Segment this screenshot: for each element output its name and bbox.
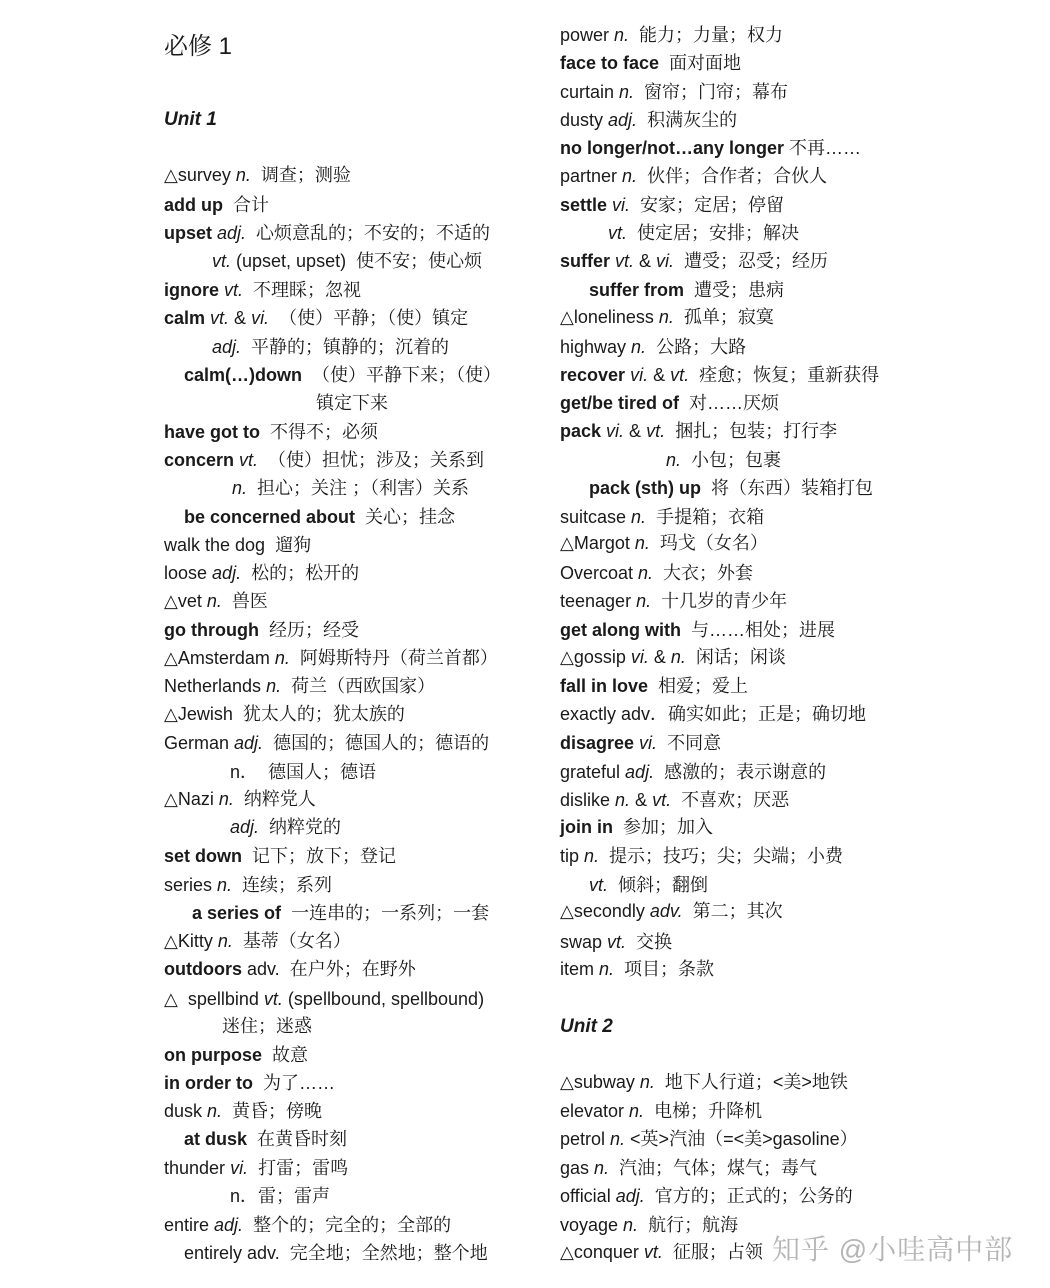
vocab-text: （使）平静；（使）镇定 bbox=[269, 308, 469, 328]
vocab-text: 担心；关注 ；（利害）关系 bbox=[247, 478, 470, 498]
vocab-text: 伙伴；合作者；合伙人 bbox=[637, 166, 828, 186]
vocab-text: 积满灰尘的 bbox=[637, 110, 738, 130]
vocab-line bbox=[164, 845, 396, 867]
vocab-text: (spellbound, spellbound) bbox=[282, 989, 485, 1009]
vocab-text: 故意 bbox=[262, 1045, 309, 1065]
vocab-line bbox=[230, 761, 376, 783]
vocab-line bbox=[164, 279, 361, 301]
vocab-text: n. bbox=[615, 790, 631, 810]
vocab-line bbox=[212, 250, 482, 272]
vocab-line bbox=[560, 1185, 853, 1207]
vocab-text: thunder bbox=[164, 1158, 231, 1178]
vocab-text: calm(…)down bbox=[184, 365, 303, 385]
vocab-line bbox=[589, 874, 708, 896]
vocab-text: 阿姆斯特丹（荷兰首都） bbox=[289, 648, 498, 668]
vocab-line bbox=[164, 33, 233, 60]
vocab-line bbox=[164, 1072, 335, 1094]
vocab-text: 兽医 bbox=[221, 591, 268, 611]
vocab-text: disagree bbox=[560, 733, 635, 753]
vocab-text: 使定居；安排；解决 bbox=[627, 223, 800, 243]
vocab-text: 不喜欢；厌恶 bbox=[671, 790, 790, 810]
vocab-line bbox=[184, 1242, 488, 1264]
vocab-text: 汽油；气体；煤气；毒气 bbox=[609, 1158, 818, 1178]
vocab-text: n. bbox=[207, 1101, 223, 1121]
vocab-text: pack (sth) up bbox=[589, 478, 702, 498]
watermark: 知乎 @小哇高中部 bbox=[772, 1234, 1014, 1265]
vocab-text: adj. bbox=[214, 1215, 244, 1235]
vocab-text: 第二；其次 bbox=[682, 901, 783, 921]
vocab-text: & bbox=[648, 647, 671, 667]
vocab-text: vt. bbox=[589, 875, 609, 895]
vocab-text: Overcoat bbox=[560, 563, 639, 583]
vocab-text: △gossip bbox=[560, 647, 631, 667]
vocab-text: vt. bbox=[610, 251, 635, 271]
vocab-text: （使）平静下来；（使） bbox=[302, 365, 502, 385]
vocab-line bbox=[560, 619, 835, 641]
vocab-line bbox=[184, 364, 501, 386]
vocab-text: 镇定下来 bbox=[316, 393, 388, 413]
vocab-text: vt. bbox=[263, 989, 283, 1009]
vocab-text: 整个的；完全的；全部的 bbox=[243, 1215, 452, 1235]
vocab-text: adv. 在户外；在野外 bbox=[242, 959, 416, 979]
vocab-text: get along with bbox=[560, 620, 681, 640]
vocab-text: elevator bbox=[560, 1101, 630, 1121]
vocab-text: 基蒂（女名） bbox=[232, 931, 351, 951]
vocab-text: adj. bbox=[212, 563, 242, 583]
vocab-line bbox=[164, 534, 311, 556]
vocab-text: at dusk bbox=[184, 1129, 248, 1149]
vocab-text: vt. bbox=[607, 932, 627, 952]
vocab-text: be concerned about bbox=[184, 507, 356, 527]
vocab-text: pack bbox=[560, 421, 602, 441]
vocab-line bbox=[666, 449, 781, 471]
vocab-line bbox=[560, 336, 746, 358]
vocab-text: 闲话；闲谈 bbox=[685, 647, 786, 667]
vocab-line bbox=[560, 958, 714, 980]
vocab-line bbox=[316, 392, 388, 414]
vocab-text: 经历；经受 bbox=[258, 620, 359, 640]
vocab-text: n. bbox=[217, 875, 233, 895]
vocab-text: vt. bbox=[646, 421, 666, 441]
vocab-text: 一连串的；一系列；一套 bbox=[281, 903, 490, 923]
vocab-text: △Jewish 犹太人的；犹太族的 bbox=[164, 704, 405, 724]
vocab-line bbox=[164, 449, 484, 471]
vocab-text: n. bbox=[622, 166, 638, 186]
vocab-text: 心烦意乱的；不安的；不适的 bbox=[246, 223, 491, 243]
vocab-text: adj. bbox=[212, 223, 247, 243]
vocab-line bbox=[589, 477, 873, 499]
vocab-text: vt. bbox=[608, 223, 628, 243]
vocab-line bbox=[560, 52, 741, 74]
vocab-text: 遭受；忍受；经历 bbox=[674, 251, 829, 271]
vocab-text: 对……厌烦 bbox=[679, 393, 780, 413]
vocab-text: walk the dog 遛狗 bbox=[164, 535, 312, 555]
vocab-text: n. bbox=[634, 533, 650, 553]
vocab-line bbox=[232, 477, 469, 499]
vocab-line bbox=[560, 392, 779, 414]
vocab-text: power bbox=[560, 25, 615, 45]
vocab-text: series bbox=[164, 875, 218, 895]
vocab-text: △vet bbox=[164, 591, 207, 611]
vocab-text: partner bbox=[560, 166, 623, 186]
vocab-text: <英>汽油（=<美>gasoline） bbox=[625, 1129, 858, 1149]
vocab-text: △conquer bbox=[560, 1242, 644, 1262]
vocab-line bbox=[560, 420, 837, 442]
vocab-line bbox=[164, 1044, 308, 1066]
vocab-text: go through bbox=[164, 620, 259, 640]
vocab-text: 官方的；正式的；公务的 bbox=[644, 1186, 853, 1206]
vocab-line bbox=[560, 165, 827, 187]
vocab-text: vt. bbox=[219, 280, 244, 300]
vocab-text: 孤单；寂寞 bbox=[673, 307, 774, 327]
vocab-text: in order to bbox=[164, 1073, 253, 1093]
vocab-line bbox=[560, 931, 672, 953]
vocab-text: calm bbox=[164, 308, 206, 328]
vocab-text: n．雷；雷声 bbox=[230, 1186, 331, 1206]
vocab-text: △Kitty bbox=[164, 931, 218, 951]
vocab-text: get/be tired of bbox=[560, 393, 680, 413]
vocab-text: exactly adv．确实如此；正是；确切地 bbox=[560, 704, 867, 724]
vocab-text: n. bbox=[629, 1101, 645, 1121]
vocab-text: n. bbox=[631, 507, 647, 527]
vocab-text: n. bbox=[670, 647, 686, 667]
vocab-text: 倾斜；翻倒 bbox=[608, 875, 709, 895]
vocab-line bbox=[560, 250, 828, 272]
vocab-line bbox=[230, 1185, 330, 1207]
vocab-text: 松的；松开的 bbox=[241, 563, 360, 583]
vocab-text: have got to bbox=[164, 422, 261, 442]
vocab-line bbox=[164, 988, 484, 1010]
vocab-text: 在黄昏时刻 bbox=[247, 1129, 348, 1149]
vocab-text: & bbox=[634, 251, 657, 271]
vocab-text: settle bbox=[560, 195, 608, 215]
vocab-text: dislike bbox=[560, 790, 616, 810]
vocab-line bbox=[560, 1157, 817, 1179]
vocab-text: join in bbox=[560, 817, 613, 837]
vocab-text: （使）担忧；涉及；关系到 bbox=[258, 450, 485, 470]
vocab-text: on purpose bbox=[164, 1045, 262, 1065]
vocab-text: entire bbox=[164, 1215, 215, 1235]
vocab-text: official bbox=[560, 1186, 616, 1206]
vocab-text: suffer bbox=[560, 251, 611, 271]
vocab-text: voyage bbox=[560, 1215, 624, 1235]
vocab-text: petrol bbox=[560, 1129, 611, 1149]
vocab-text: n. bbox=[639, 1072, 655, 1092]
vocab-line bbox=[560, 1071, 848, 1093]
vocab-line bbox=[560, 675, 748, 697]
vocab-text: adj. bbox=[234, 733, 264, 753]
vocab-text: vi. bbox=[230, 1158, 249, 1178]
vocab-text: n. bbox=[631, 337, 647, 357]
vocab-text: vt. bbox=[670, 365, 690, 385]
vocab-text: 提示；技巧；尖；尖端；小费 bbox=[599, 846, 844, 866]
vocab-text: 关心；挂念 bbox=[355, 507, 456, 527]
vocab-text: 参加；加入 bbox=[613, 817, 714, 837]
vocab-line bbox=[560, 732, 721, 754]
vocab-line bbox=[192, 902, 489, 924]
vocab-text: curtain bbox=[560, 82, 620, 102]
vocab-text: 安家；定居；停留 bbox=[630, 195, 785, 215]
vocab-text: 窗帘；门帘；幕布 bbox=[634, 82, 789, 102]
vocab-line bbox=[164, 194, 269, 216]
vocab-text: vt. bbox=[652, 790, 672, 810]
vocab-text: no longer/not…any longer bbox=[560, 138, 784, 158]
vocab-text: vi. bbox=[601, 421, 625, 441]
vocab-text: a series of bbox=[192, 903, 282, 923]
vocab-line bbox=[560, 109, 737, 131]
vocab-text: & bbox=[630, 790, 653, 810]
vocab-line bbox=[164, 1100, 322, 1122]
vocab-line bbox=[164, 164, 351, 186]
vocab-text: & bbox=[648, 365, 671, 385]
vocab-text: 航行；航海 bbox=[638, 1215, 739, 1235]
vocab-text: vi. bbox=[625, 365, 649, 385]
vocab-line bbox=[560, 81, 788, 103]
vocab-text: 感激的；表示谢意的 bbox=[654, 762, 827, 782]
vocab-text: adj. bbox=[608, 110, 638, 130]
vocab-text: 相爱；爱上 bbox=[648, 676, 749, 696]
vocab-text: 迷住；迷惑 bbox=[222, 1016, 312, 1036]
vocab-text: △Margot bbox=[560, 533, 635, 553]
vocab-text: n. bbox=[636, 591, 652, 611]
vocab-line bbox=[164, 619, 359, 641]
vocab-text: highway bbox=[560, 337, 632, 357]
vocab-text: 必修 1 bbox=[164, 33, 233, 60]
vocab-text: loose bbox=[164, 563, 213, 583]
vocab-text: suitcase bbox=[560, 507, 632, 527]
vocab-text: set down bbox=[164, 846, 243, 866]
vocab-line bbox=[164, 930, 351, 952]
vocab-text: 小包；包裹 bbox=[681, 450, 782, 470]
vocab-text: 大衣；外套 bbox=[653, 563, 754, 583]
vocab-text: n. bbox=[658, 307, 674, 327]
vocab-line bbox=[560, 845, 843, 867]
vocab-text: concern bbox=[164, 450, 235, 470]
vocab-line bbox=[560, 532, 768, 554]
vocab-text: 手提箱；衣箱 bbox=[646, 507, 765, 527]
vocab-text: German bbox=[164, 733, 235, 753]
vocab-text: △ spellbind bbox=[164, 989, 264, 1009]
vocab-text: vt. bbox=[212, 251, 232, 271]
vocab-line bbox=[164, 307, 468, 329]
vocab-line bbox=[164, 108, 217, 130]
vocab-text: add up bbox=[164, 195, 223, 215]
vocab-text: face to face bbox=[560, 53, 660, 73]
vocab-line bbox=[164, 222, 490, 244]
vocab-line bbox=[164, 675, 435, 697]
vocab-line bbox=[560, 194, 784, 216]
vocab-text: 记下；放下；登记 bbox=[242, 846, 397, 866]
vocab-text: n. bbox=[274, 648, 290, 668]
vocab-line bbox=[560, 24, 783, 46]
vocab-line bbox=[164, 647, 498, 669]
vocab-text: 德国的；德国人的；德语的 bbox=[263, 733, 490, 753]
vocab-text: 纳粹党的 bbox=[259, 817, 342, 837]
vocab-text: n. bbox=[599, 959, 615, 979]
vocab-text: Unit 2 bbox=[560, 1016, 613, 1037]
vocab-text: grateful bbox=[560, 762, 626, 782]
vocab-text: 玛戈（女名） bbox=[649, 533, 768, 553]
vocab-line bbox=[560, 137, 861, 159]
vocab-line bbox=[560, 1241, 763, 1263]
vocab-text: n. bbox=[266, 676, 282, 696]
vocab-text: (upset, upset) 使不安；使心烦 bbox=[231, 251, 483, 271]
vocab-text: vt. bbox=[205, 308, 230, 328]
vocab-line bbox=[560, 900, 783, 922]
vocab-line bbox=[608, 222, 799, 244]
vocab-line bbox=[560, 1015, 613, 1037]
vocab-line bbox=[164, 703, 405, 725]
vocab-text: n. bbox=[584, 846, 600, 866]
vocab-line bbox=[164, 562, 359, 584]
vocab-text: 电梯；升降机 bbox=[644, 1101, 763, 1121]
vocab-text: 不得不；必须 bbox=[260, 422, 379, 442]
vocab-text: n. bbox=[206, 591, 222, 611]
vocab-text: item bbox=[560, 959, 600, 979]
vocab-text: n. bbox=[232, 478, 248, 498]
vocab-text: vi. bbox=[634, 733, 658, 753]
vocab-line bbox=[560, 761, 826, 783]
vocab-text: 荷兰（西欧国家） bbox=[281, 676, 436, 696]
vocab-line bbox=[560, 1100, 762, 1122]
vocab-text: tip bbox=[560, 846, 585, 866]
vocab-text: vt. bbox=[234, 450, 259, 470]
vocab-text: 能力；力量；权力 bbox=[629, 25, 784, 45]
vocab-text: 捆扎；包装；打行李 bbox=[665, 421, 838, 441]
vocab-text: adj. bbox=[625, 762, 655, 782]
vocab-text: 征服；占领 bbox=[662, 1242, 763, 1262]
vocab-text: n. bbox=[235, 165, 251, 185]
vocab-text: vi. bbox=[607, 195, 631, 215]
vocab-text: 平静的；镇静的；沉着的 bbox=[241, 337, 450, 357]
vocab-line bbox=[164, 732, 489, 754]
vocab-text: 面对面地 bbox=[659, 53, 742, 73]
vocab-line bbox=[164, 1214, 451, 1236]
vocab-text: adj. bbox=[615, 1186, 645, 1206]
vocab-line bbox=[560, 703, 866, 725]
vocab-line bbox=[184, 506, 455, 528]
vocab-text: adv. bbox=[649, 901, 683, 921]
vocab-text: & bbox=[229, 308, 252, 328]
vocab-text: n. bbox=[666, 450, 682, 470]
vocab-text: dusk bbox=[164, 1101, 208, 1121]
vocab-line bbox=[560, 816, 713, 838]
vocab-text: 连续；系列 bbox=[232, 875, 333, 895]
vocab-line bbox=[560, 562, 753, 584]
vocab-text: 不再…… bbox=[784, 138, 862, 158]
vocab-text: 纳粹党人 bbox=[233, 789, 316, 809]
vocab-text: outdoors bbox=[164, 959, 242, 979]
vocab-line bbox=[560, 1128, 858, 1150]
vocab-text: upset bbox=[164, 223, 213, 243]
vocab-text: Netherlands bbox=[164, 676, 267, 696]
vocab-line bbox=[589, 279, 784, 301]
vocab-text: recover bbox=[560, 365, 626, 385]
vocab-text: suffer from bbox=[589, 280, 685, 300]
vocab-text: △subway bbox=[560, 1072, 640, 1092]
vocab-text: gas bbox=[560, 1158, 595, 1178]
vocab-text: 交换 bbox=[626, 932, 673, 952]
vocab-line bbox=[560, 364, 879, 386]
vocab-text: 项目；条款 bbox=[614, 959, 715, 979]
vocab-line bbox=[560, 590, 787, 612]
vocab-text: △survey bbox=[164, 165, 236, 185]
vocab-text: vt. bbox=[643, 1242, 663, 1262]
vocab-text: 调查；测验 bbox=[250, 165, 351, 185]
vocab-text: △Amsterdam bbox=[164, 648, 275, 668]
vocab-text: 不同意 bbox=[657, 733, 722, 753]
vocab-text: 为了…… bbox=[253, 1073, 336, 1093]
vocab-text: adj. bbox=[230, 817, 260, 837]
vocab-text: n. bbox=[619, 82, 635, 102]
vocab-line bbox=[222, 1015, 312, 1037]
vocab-text: & bbox=[624, 421, 647, 441]
vocab-line bbox=[164, 958, 416, 980]
vocab-text: n． 德国人；德语 bbox=[230, 762, 377, 782]
vocab-text: n. bbox=[638, 563, 654, 583]
vocab-line bbox=[164, 1157, 348, 1179]
vocab-text: Unit 1 bbox=[164, 109, 217, 130]
vocab-text: n. bbox=[218, 789, 234, 809]
vocab-line bbox=[230, 816, 341, 838]
vocab-text: 十几岁的青少年 bbox=[651, 591, 788, 611]
vocab-text: △Nazi bbox=[164, 789, 219, 809]
vocab-text: vi. bbox=[251, 308, 270, 328]
vocab-text: dusty bbox=[560, 110, 609, 130]
vocab-line bbox=[560, 789, 789, 811]
vocab-text: 痊愈；恢复；重新获得 bbox=[689, 365, 880, 385]
vocab-text: 打雷；雷鸣 bbox=[248, 1158, 349, 1178]
vocab-text: 地下人行道；<美>地铁 bbox=[654, 1072, 848, 1092]
vocab-text: teenager bbox=[560, 591, 637, 611]
vocab-text: 合计 bbox=[223, 195, 270, 215]
vocab-text: n. bbox=[610, 1129, 626, 1149]
vocab-text: 遭受；患病 bbox=[684, 280, 785, 300]
vocab-text: fall in love bbox=[560, 676, 649, 696]
vocab-text: vi. bbox=[656, 251, 675, 271]
vocab-text: △loneliness bbox=[560, 307, 659, 327]
vocab-text: △secondly bbox=[560, 901, 650, 921]
vocab-line bbox=[560, 646, 786, 668]
vocab-text: vi. bbox=[630, 647, 649, 667]
vocab-line bbox=[164, 788, 316, 810]
vocab-line bbox=[212, 336, 449, 358]
vocab-line bbox=[164, 590, 268, 612]
vocab-text: n. bbox=[594, 1158, 610, 1178]
vocab-line bbox=[184, 1128, 347, 1150]
vocab-line bbox=[560, 506, 764, 528]
vocab-text: 与……相处；进展 bbox=[681, 620, 836, 640]
vocab-text: 公路；大路 bbox=[646, 337, 747, 357]
vocab-text: 将（东西）装箱打包 bbox=[701, 478, 874, 498]
vocab-line bbox=[560, 306, 774, 328]
vocab-text: ignore bbox=[164, 280, 220, 300]
vocab-text: n. bbox=[614, 25, 630, 45]
vocab-text: n. bbox=[217, 931, 233, 951]
vocab-text: 黄昏；傍晚 bbox=[222, 1101, 323, 1121]
vocab-line bbox=[164, 874, 332, 896]
vocab-line bbox=[164, 421, 378, 443]
vocab-line bbox=[560, 1214, 738, 1236]
vocab-text: swap bbox=[560, 932, 608, 952]
vocab-text: 不理睬；忽视 bbox=[243, 280, 362, 300]
vocab-text: entirely adv. 完全地；全然地；整个地 bbox=[184, 1243, 488, 1263]
vocab-text: adj. bbox=[212, 337, 242, 357]
vocab-text: n. bbox=[623, 1215, 639, 1235]
